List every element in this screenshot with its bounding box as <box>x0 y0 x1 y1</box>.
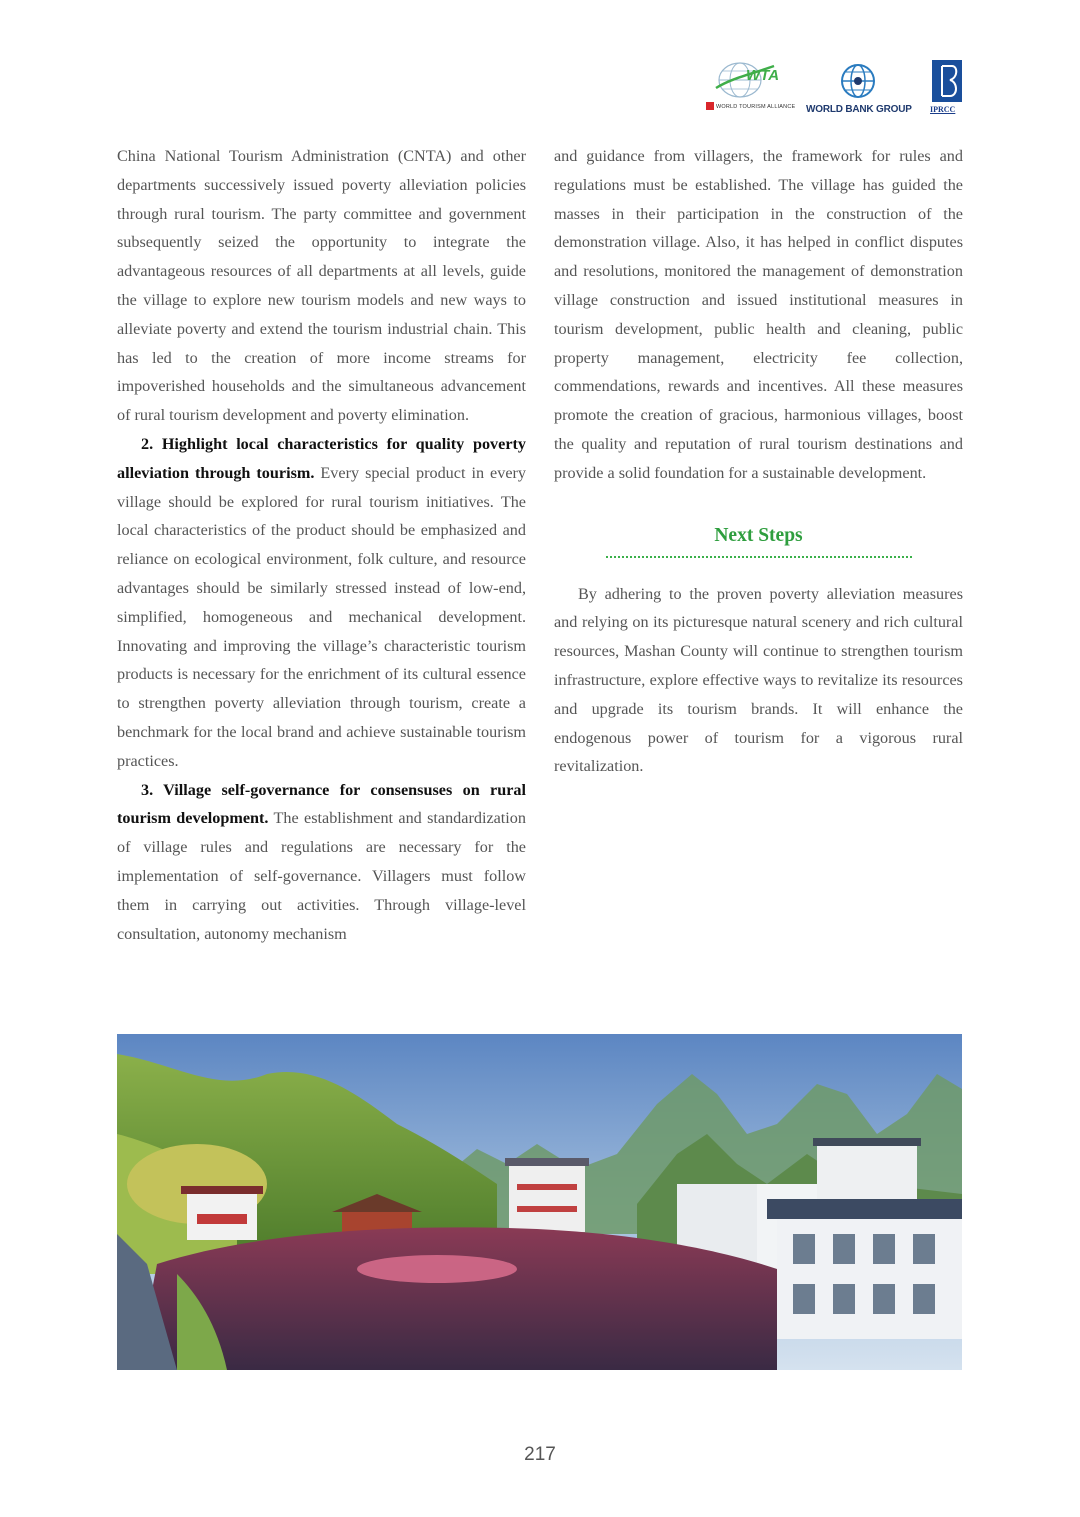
world-bank-globe-icon <box>806 62 912 104</box>
world-bank-logo <box>806 62 912 116</box>
next-steps-heading: Next Steps <box>714 524 803 546</box>
left-paragraph-1: China National Tourism Administration (CNTA) and other departments successively issued poverty alleviation policies through rural tourism. The party committee and government subsequently seized the opportunity to integrate the advantageous resources of all departments at all levels, guide the village to explore new tourism models and new ways to alleviate poverty and extend the tourism industrial chain. This has led to the creation of more income streams for impoverished households and the simultaneous advancement of rural tourism development and poverty elimination. <box>117 147 526 425</box>
section-2-heading: 2. Highlight local characteristics for quality poverty alleviation through tourism. <box>117 434 526 482</box>
iprcc-emblem-icon <box>930 58 964 104</box>
section-3-body: The establishment and standardization of village rules and regulations are necessary for the implementation of self-governance. Villagers must follow them in carrying out activities. Through village-level consultation, autonomy mechanism <box>117 809 526 943</box>
left-column <box>117 142 526 948</box>
world-bank-caption: WORLD BANK GROUP <box>806 104 912 115</box>
heading-divider <box>606 556 912 558</box>
header-logos <box>702 58 964 118</box>
page-number: 217 <box>524 1444 556 1465</box>
section-3-heading: 3. Village self-governance for consensuses on rural tourism development. <box>117 780 526 828</box>
iprcc-caption: IPRCC <box>930 105 956 114</box>
svg-text:WTA: WTA <box>746 67 780 84</box>
right-paragraph-1: and guidance from villagers, the framework for rules and regulations must be established. The village has guided the masses in their participation in the construction of the demonstration village. Also, it has helped in conflict disputes and resolutions, monitored the management of demonstration village construction and issued institutional measures in tourism development, public health and cleaning, public property management, electricity fee collection, commendations, rewards and incentives. All these measures promote the creation of gracious, harmonious villages, boost the quality and reputation of rural tourism destinations and provide a solid foundation for a sustainable development. <box>554 147 963 482</box>
right-column <box>554 142 963 781</box>
right-paragraph-2: By adhering to the proven poverty alleviation measures and relying on its picturesque natural scenery and rich cultural resources, Mashan County will continue to strengthen tourism infrastructure, explore effective ways to revitalize its resources and upgrade its tourism brands. It will enhance the endogenous power of tourism for a vigorous rural revitalization. <box>554 584 963 776</box>
left-paragraph-3 <box>117 776 526 949</box>
section-2-body: Every special product in every village should be explored for rural tourism initiatives. The local characteristics of the product should be emphasized and reliance on ecological environment, folk culture, and resource advantages should be similarly stressed instead of low-end, simplified, homogeneous and mechanical development. Innovating and improving the village’s characteristic tourism products is necessary for the enrichment of its cultural essence to strengthen poverty alleviation through tourism, create a benchmark for the local brand and achieve sustainable tourism practices. <box>117 463 526 770</box>
left-paragraph-2 <box>117 430 526 776</box>
wta-caption: WORLD TOURISM ALLIANCE <box>716 104 796 110</box>
wta-logo <box>702 58 794 116</box>
village-festival-photo <box>117 1034 962 1370</box>
iprcc-logo <box>930 58 964 116</box>
